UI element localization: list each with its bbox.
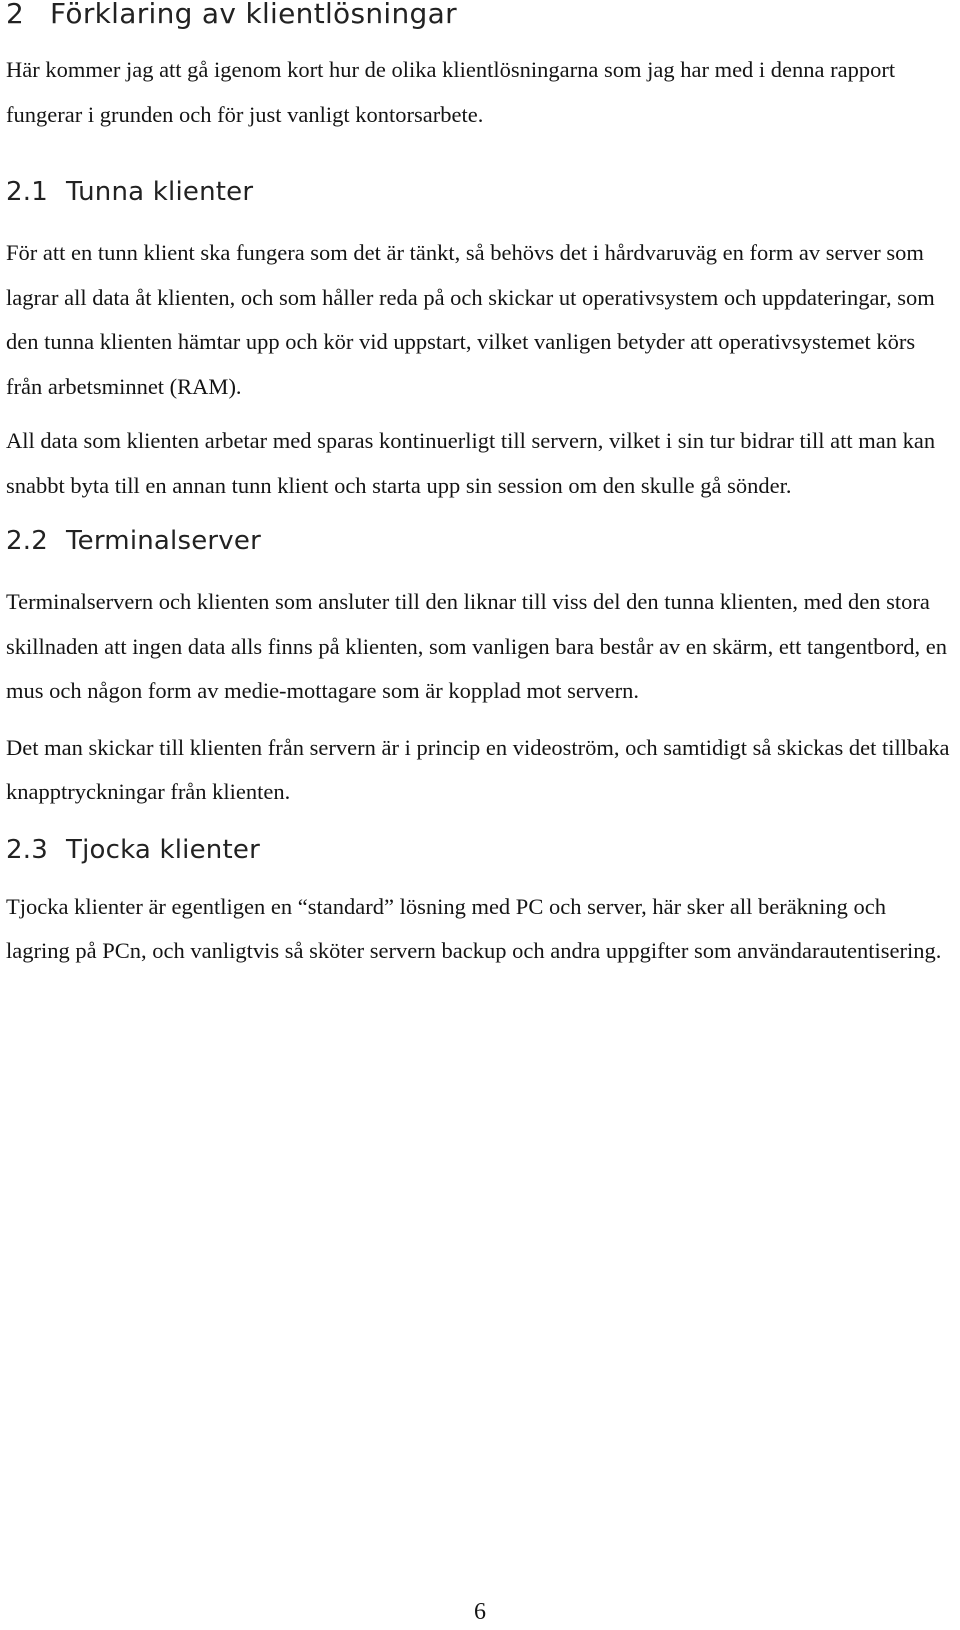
subsection-title: Tjocka klienter [66, 834, 260, 865]
paragraph: Det man skickar till klienten från servern är i princip en videoström, och samtidigt så skickas det tillbaka knapptryckningar från klienten. [6, 734, 950, 804]
section-title: Förklaring av klientlösningar [50, 0, 457, 30]
subsection-heading-2-3 [6, 835, 954, 865]
page-number: 6 [474, 1599, 486, 1625]
subsection-title: Tunna klienter [66, 177, 254, 207]
section-number: 2 [6, 0, 25, 30]
paragraph: Tjocka klienter är egentligen en “standard” lösning med PC och server, här sker all beräkning och lagring på PCn, och vanligtvis så sköter servern backup och andra uppgifter som användarautentisering. [6, 893, 942, 963]
subsection-number: 2.3 [6, 834, 48, 865]
section-intro-paragraph: Här kommer jag att gå igenom kort hur de olika klientlösningarna som jag har med i denna rapport fungerar i grunden och för just vanligt kontorsarbete. [6, 57, 896, 127]
subsection-title: Terminalserver [66, 526, 261, 556]
paragraph: All data som klienten arbetar med sparas kontinuerligt till servern, vilket i sin tur bidrar till att man kan snabbt byta till en annan tunn klient och starta upp sin session om den skulle gå sönder. [6, 428, 936, 498]
paragraph: Terminalservern och klienten som ansluter till den liknar till viss del den tunna klienten, med den stora skillnaden att ingen data alls finns på klienten, som vanligen bara består av en skärm, ett tangentbord, en mus och någon form av medie-mottagare som är kopplad mot servern. [6, 589, 947, 703]
subsection-heading-2-2 [6, 526, 954, 556]
subsection-number: 2.2 [6, 526, 48, 556]
subsection-number: 2.1 [6, 177, 48, 207]
paragraph: För att en tunn klient ska fungera som det är tänkt, så behövs det i hårdvaruväg en form av server som lagrar all data åt klienten, och som håller reda på och skickar ut operativsystem och uppdateringar, som den tunna klienten hämtar upp och kör vid uppstart, vilket vanligen betyder att operativsystemet körs från arbetsminnet (RAM). [6, 240, 935, 399]
subsection-heading-2-1 [6, 177, 954, 207]
section-heading [6, 0, 954, 30]
